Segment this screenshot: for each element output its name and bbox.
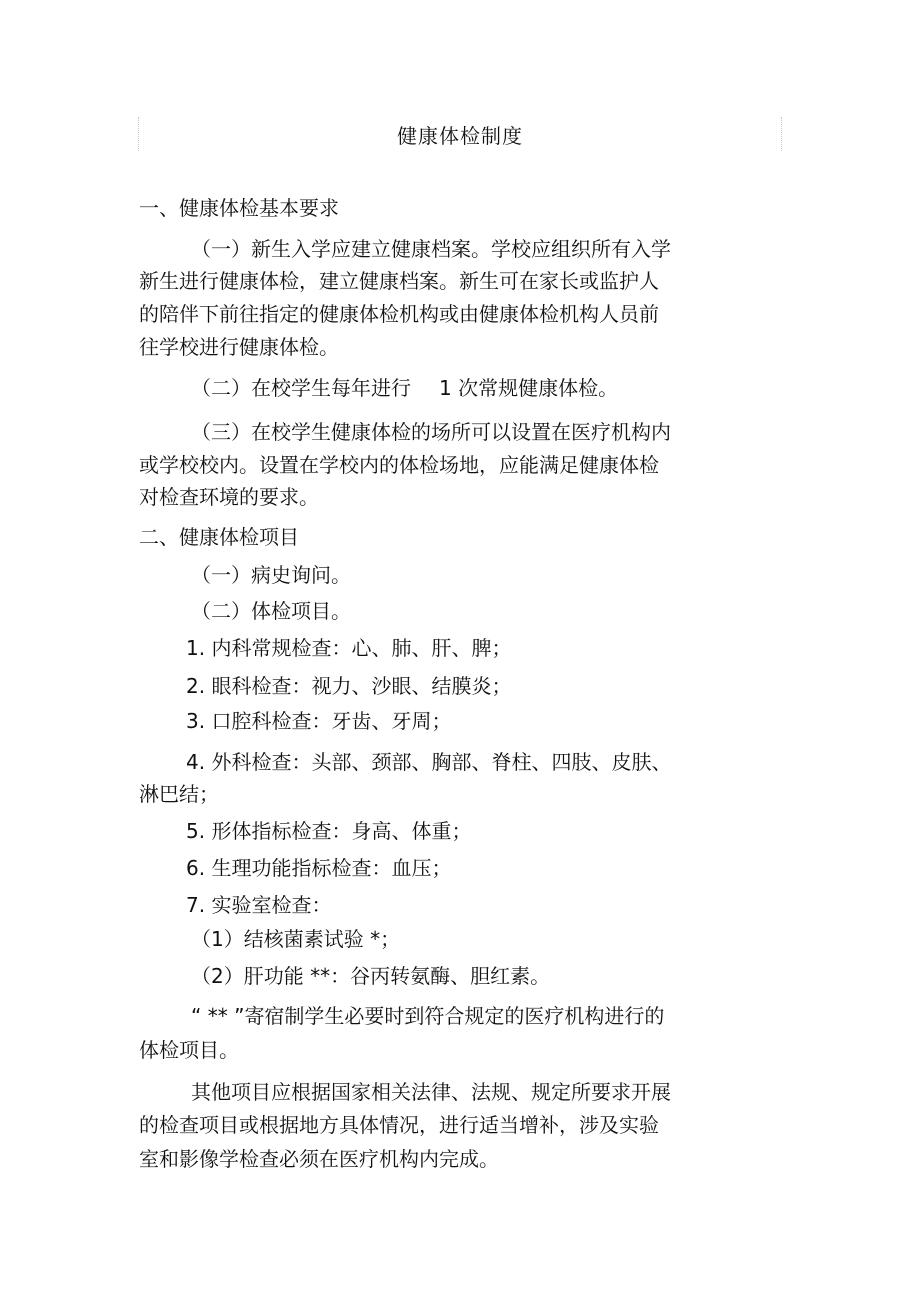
note-line: 体检项目。 [139, 1038, 239, 1062]
exam-item: 7. 实验室检查： [186, 893, 332, 917]
section1-heading: 一、健康体检基本要求 [139, 196, 339, 220]
paragraph-line: 往学校进行健康体检。 [139, 335, 339, 359]
paragraph-line: 对检查环境的要求。 [139, 485, 319, 509]
paragraph-line: 的检查项目或根据地方具体情况，进行适当增补，涉及实验 [139, 1113, 659, 1137]
paragraph-line: 室和影像学检查必须在医疗机构内完成。 [139, 1147, 499, 1171]
exam-item: 4. 外科检查：头部、颈部、胸部、脊柱、四肢、皮肤、 [186, 750, 672, 774]
subsection-line: （一）病史询问。 [191, 563, 351, 587]
exam-item: 淋巴结； [139, 782, 219, 806]
exam-item: 1. 内科常规检查：心、肺、肝、脾； [186, 636, 512, 660]
section2-heading: 二、健康体检项目 [139, 525, 299, 549]
paragraph-line: 其他项目应根据国家相关法律、法规、规定所要求开展 [191, 1080, 671, 1104]
paragraph-line: 或学校校内。设置在学校内的体检场地，应能满足健康体检 [139, 453, 659, 477]
exam-item: 5. 形体指标检查：身高、体重； [186, 819, 472, 843]
exam-item: 6. 生理功能指标检查：血压； [186, 856, 452, 880]
annual-exam-count: 1 次常规健康体检。 [439, 376, 619, 400]
note-line: “ ** ”寄宿制学生必要时到符合规定的医疗机构进行的 [191, 1004, 665, 1028]
exam-item: 2. 眼科检查：视力、沙眼、结膜炎； [186, 674, 512, 698]
annual-exam-prefix: （二）在校学生每年进行 [191, 376, 411, 400]
paragraph-line: （一）新生入学应建立健康档案。学校应组织所有入学 [191, 237, 671, 261]
paragraph-line [191, 374, 618, 402]
lab-item: （2）肝功能 **：谷丙转氨酶、胆红素。 [191, 964, 551, 988]
paragraph-line: 新生进行健康体检，建立健康档案。新生可在家长或监护人 [139, 269, 659, 293]
paragraph-line: 的陪伴下前往指定的健康体检机构或由健康体检机构人员前 [139, 302, 659, 326]
subsection-line: （二）体检项目。 [191, 599, 351, 623]
paragraph-line: （三）在校学生健康体检的场所可以设置在医疗机构内 [191, 420, 671, 444]
lab-item: （1）结核菌素试验 *； [191, 927, 401, 951]
document-title: 健康体检制度 [397, 124, 523, 148]
exam-item: 3. 口腔科检查：牙齿、牙周； [186, 709, 452, 733]
